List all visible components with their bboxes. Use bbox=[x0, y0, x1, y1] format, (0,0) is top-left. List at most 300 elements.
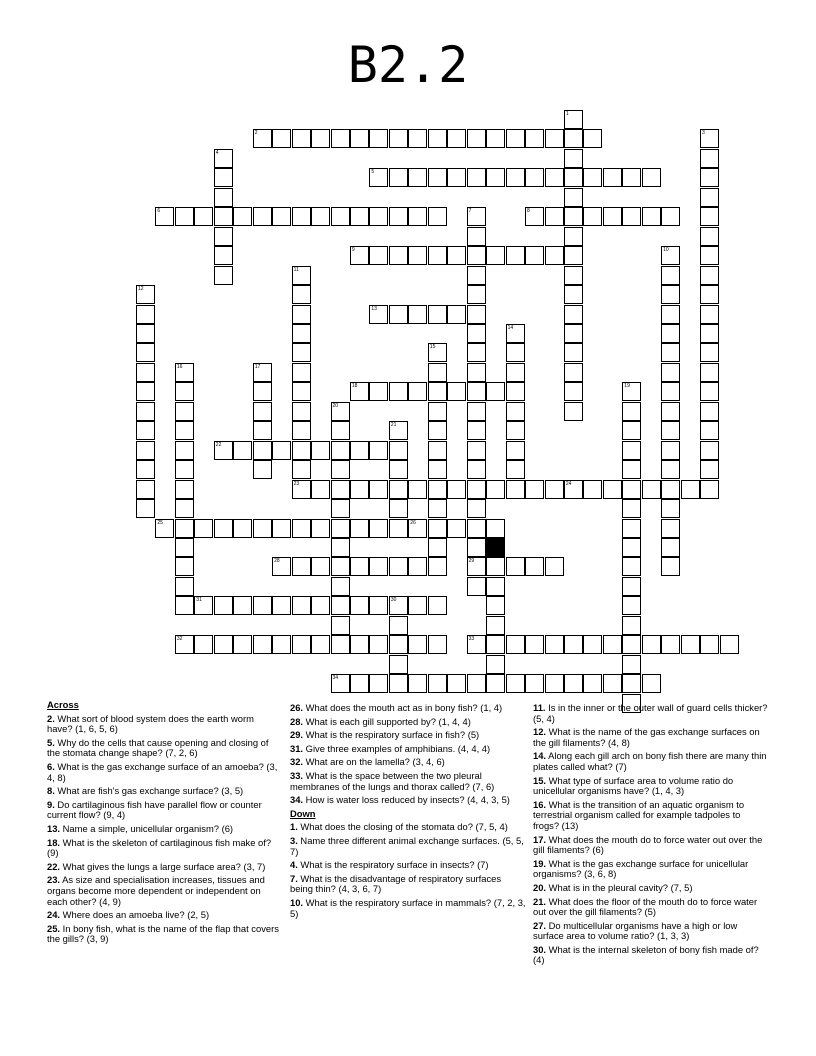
grid-cell[interactable] bbox=[350, 596, 369, 615]
grid-cell[interactable] bbox=[292, 285, 311, 304]
grid-cell[interactable] bbox=[253, 421, 272, 440]
grid-cell[interactable] bbox=[467, 460, 486, 479]
grid-cell[interactable] bbox=[622, 382, 641, 401]
grid-cell[interactable] bbox=[214, 149, 233, 168]
grid-cell[interactable] bbox=[506, 246, 525, 265]
grid-cell[interactable] bbox=[661, 519, 680, 538]
grid-cell[interactable] bbox=[603, 168, 622, 187]
grid-cell[interactable] bbox=[428, 363, 447, 382]
grid-cell[interactable] bbox=[331, 460, 350, 479]
grid-cell[interactable] bbox=[272, 596, 291, 615]
grid-cell[interactable] bbox=[564, 266, 583, 285]
grid-cell[interactable] bbox=[622, 207, 641, 226]
grid-cell[interactable] bbox=[331, 538, 350, 557]
grid-cell[interactable] bbox=[408, 246, 427, 265]
grid-cell[interactable] bbox=[311, 557, 330, 576]
grid-cell[interactable] bbox=[292, 207, 311, 226]
grid-cell[interactable] bbox=[389, 674, 408, 693]
grid-cell[interactable] bbox=[292, 441, 311, 460]
grid-cell[interactable] bbox=[331, 674, 350, 693]
grid-cell[interactable] bbox=[292, 635, 311, 654]
grid-cell[interactable] bbox=[564, 168, 583, 187]
grid-cell[interactable] bbox=[272, 207, 291, 226]
grid-cell[interactable] bbox=[389, 499, 408, 518]
grid-cell[interactable] bbox=[408, 129, 427, 148]
grid-cell[interactable] bbox=[331, 129, 350, 148]
grid-cell[interactable] bbox=[408, 635, 427, 654]
grid-cell[interactable] bbox=[175, 382, 194, 401]
grid-cell[interactable] bbox=[525, 168, 544, 187]
grid-cell[interactable] bbox=[389, 616, 408, 635]
grid-cell[interactable] bbox=[564, 635, 583, 654]
grid-cell[interactable] bbox=[408, 207, 427, 226]
grid-cell[interactable] bbox=[272, 129, 291, 148]
grid-cell[interactable] bbox=[467, 480, 486, 499]
grid-cell[interactable] bbox=[175, 402, 194, 421]
grid-cell[interactable] bbox=[720, 635, 739, 654]
grid-cell[interactable] bbox=[486, 382, 505, 401]
grid-cell[interactable] bbox=[467, 421, 486, 440]
grid-cell[interactable] bbox=[622, 635, 641, 654]
grid-cell[interactable] bbox=[564, 246, 583, 265]
grid-cell[interactable] bbox=[408, 168, 427, 187]
grid-cell[interactable] bbox=[564, 285, 583, 304]
grid-cell[interactable] bbox=[350, 207, 369, 226]
grid-cell[interactable] bbox=[253, 596, 272, 615]
grid-cell[interactable] bbox=[350, 635, 369, 654]
grid-cell[interactable] bbox=[564, 188, 583, 207]
grid-cell[interactable] bbox=[428, 305, 447, 324]
grid-cell[interactable] bbox=[175, 207, 194, 226]
grid-cell[interactable] bbox=[136, 460, 155, 479]
grid-cell[interactable] bbox=[622, 538, 641, 557]
grid-cell[interactable] bbox=[389, 655, 408, 674]
grid-cell[interactable] bbox=[467, 674, 486, 693]
grid-cell[interactable] bbox=[467, 305, 486, 324]
grid-cell[interactable] bbox=[408, 596, 427, 615]
grid-cell[interactable] bbox=[292, 305, 311, 324]
grid-cell[interactable] bbox=[564, 305, 583, 324]
grid-cell[interactable] bbox=[583, 168, 602, 187]
grid-cell[interactable] bbox=[331, 519, 350, 538]
grid-cell[interactable] bbox=[389, 305, 408, 324]
grid-cell[interactable] bbox=[506, 421, 525, 440]
grid-cell[interactable] bbox=[292, 460, 311, 479]
grid-cell[interactable] bbox=[175, 557, 194, 576]
grid-cell[interactable] bbox=[525, 635, 544, 654]
grid-cell[interactable] bbox=[369, 635, 388, 654]
grid-cell[interactable] bbox=[467, 577, 486, 596]
grid-cell[interactable] bbox=[622, 616, 641, 635]
grid-cell[interactable] bbox=[369, 480, 388, 499]
grid-cell[interactable] bbox=[311, 129, 330, 148]
grid-cell[interactable] bbox=[506, 402, 525, 421]
grid-cell[interactable] bbox=[428, 382, 447, 401]
grid-cell[interactable] bbox=[292, 402, 311, 421]
grid-cell[interactable] bbox=[233, 519, 252, 538]
grid-cell[interactable] bbox=[700, 285, 719, 304]
grid-cell[interactable] bbox=[467, 635, 486, 654]
grid-cell[interactable] bbox=[292, 343, 311, 362]
grid-cell[interactable] bbox=[447, 305, 466, 324]
grid-cell[interactable] bbox=[622, 519, 641, 538]
grid-cell[interactable] bbox=[661, 305, 680, 324]
grid-cell[interactable] bbox=[350, 674, 369, 693]
grid-cell[interactable] bbox=[467, 129, 486, 148]
grid-cell[interactable] bbox=[428, 557, 447, 576]
grid-cell[interactable] bbox=[506, 363, 525, 382]
grid-cell[interactable] bbox=[292, 480, 311, 499]
grid-cell[interactable] bbox=[700, 305, 719, 324]
grid-cell[interactable] bbox=[622, 655, 641, 674]
grid-cell[interactable] bbox=[486, 655, 505, 674]
grid-cell[interactable] bbox=[506, 635, 525, 654]
grid-cell[interactable] bbox=[564, 674, 583, 693]
grid-cell[interactable] bbox=[564, 227, 583, 246]
grid-cell[interactable] bbox=[447, 382, 466, 401]
grid-cell[interactable] bbox=[214, 635, 233, 654]
grid-cell[interactable] bbox=[525, 557, 544, 576]
grid-cell[interactable] bbox=[253, 402, 272, 421]
grid-cell[interactable] bbox=[253, 207, 272, 226]
grid-cell[interactable] bbox=[389, 635, 408, 654]
grid-cell[interactable] bbox=[428, 129, 447, 148]
grid-cell[interactable] bbox=[700, 266, 719, 285]
grid-cell[interactable] bbox=[253, 635, 272, 654]
grid-cell[interactable] bbox=[603, 635, 622, 654]
grid-cell[interactable] bbox=[700, 343, 719, 362]
grid-cell[interactable] bbox=[506, 441, 525, 460]
grid-cell[interactable] bbox=[350, 382, 369, 401]
grid-cell[interactable] bbox=[136, 421, 155, 440]
grid-cell[interactable] bbox=[233, 441, 252, 460]
grid-cell[interactable] bbox=[155, 207, 174, 226]
grid-cell[interactable] bbox=[700, 635, 719, 654]
grid-cell[interactable] bbox=[428, 674, 447, 693]
grid-cell[interactable] bbox=[428, 538, 447, 557]
grid-cell[interactable] bbox=[467, 246, 486, 265]
grid-cell[interactable] bbox=[428, 207, 447, 226]
grid-cell[interactable] bbox=[642, 480, 661, 499]
grid-cell[interactable] bbox=[272, 557, 291, 576]
grid-cell[interactable] bbox=[369, 382, 388, 401]
grid-cell[interactable] bbox=[486, 557, 505, 576]
grid-cell[interactable] bbox=[214, 227, 233, 246]
grid-cell[interactable] bbox=[642, 635, 661, 654]
grid-cell[interactable] bbox=[136, 324, 155, 343]
grid-cell[interactable] bbox=[428, 499, 447, 518]
grid-cell[interactable] bbox=[525, 246, 544, 265]
grid-cell[interactable] bbox=[467, 382, 486, 401]
grid-cell[interactable] bbox=[506, 460, 525, 479]
grid-cell[interactable] bbox=[486, 168, 505, 187]
grid-cell[interactable] bbox=[233, 596, 252, 615]
grid-cell[interactable] bbox=[564, 207, 583, 226]
grid-cell[interactable] bbox=[369, 168, 388, 187]
grid-cell[interactable] bbox=[467, 441, 486, 460]
grid-cell[interactable] bbox=[331, 480, 350, 499]
grid-cell[interactable] bbox=[428, 402, 447, 421]
grid-cell[interactable] bbox=[136, 402, 155, 421]
grid-cell[interactable] bbox=[603, 480, 622, 499]
grid-cell[interactable] bbox=[194, 207, 213, 226]
grid-cell[interactable] bbox=[369, 207, 388, 226]
grid-cell[interactable] bbox=[175, 421, 194, 440]
grid-cell[interactable] bbox=[486, 596, 505, 615]
grid-cell[interactable] bbox=[506, 480, 525, 499]
grid-cell[interactable] bbox=[233, 635, 252, 654]
grid-cell[interactable] bbox=[136, 343, 155, 362]
grid-cell[interactable] bbox=[700, 149, 719, 168]
grid-cell[interactable] bbox=[642, 168, 661, 187]
grid-cell[interactable] bbox=[194, 519, 213, 538]
grid-cell[interactable] bbox=[622, 480, 641, 499]
grid-cell[interactable] bbox=[311, 519, 330, 538]
grid-cell[interactable] bbox=[350, 480, 369, 499]
grid-cell[interactable] bbox=[194, 596, 213, 615]
grid-cell[interactable] bbox=[369, 305, 388, 324]
grid-cell[interactable] bbox=[525, 129, 544, 148]
grid-cell[interactable] bbox=[661, 635, 680, 654]
grid-cell[interactable] bbox=[661, 499, 680, 518]
grid-cell[interactable] bbox=[545, 674, 564, 693]
grid-cell[interactable] bbox=[350, 557, 369, 576]
grid-cell[interactable] bbox=[700, 188, 719, 207]
grid-cell[interactable] bbox=[214, 519, 233, 538]
grid-cell[interactable] bbox=[467, 499, 486, 518]
grid-cell[interactable] bbox=[389, 480, 408, 499]
grid-cell[interactable] bbox=[486, 129, 505, 148]
grid-cell[interactable] bbox=[408, 674, 427, 693]
grid-cell[interactable] bbox=[545, 246, 564, 265]
grid-cell[interactable] bbox=[136, 480, 155, 499]
grid-cell[interactable] bbox=[175, 460, 194, 479]
grid-cell[interactable] bbox=[331, 441, 350, 460]
grid-cell[interactable] bbox=[369, 441, 388, 460]
grid-cell[interactable] bbox=[622, 168, 641, 187]
grid-cell[interactable] bbox=[233, 207, 252, 226]
grid-cell[interactable] bbox=[447, 480, 466, 499]
grid-cell[interactable] bbox=[292, 266, 311, 285]
grid-cell[interactable] bbox=[700, 480, 719, 499]
grid-cell[interactable] bbox=[603, 674, 622, 693]
grid-cell[interactable] bbox=[408, 305, 427, 324]
grid-cell[interactable] bbox=[583, 207, 602, 226]
grid-cell[interactable] bbox=[214, 188, 233, 207]
grid-cell[interactable] bbox=[622, 499, 641, 518]
grid-cell[interactable] bbox=[389, 168, 408, 187]
grid-cell[interactable] bbox=[408, 480, 427, 499]
grid-cell[interactable] bbox=[389, 441, 408, 460]
grid-cell[interactable] bbox=[272, 635, 291, 654]
grid-cell[interactable] bbox=[311, 441, 330, 460]
grid-cell[interactable] bbox=[214, 207, 233, 226]
grid-cell[interactable] bbox=[428, 168, 447, 187]
grid-cell[interactable] bbox=[661, 538, 680, 557]
grid-cell[interactable] bbox=[661, 343, 680, 362]
grid-cell[interactable] bbox=[175, 480, 194, 499]
grid-cell[interactable] bbox=[622, 421, 641, 440]
grid-cell[interactable] bbox=[253, 382, 272, 401]
grid-cell[interactable] bbox=[622, 596, 641, 615]
grid-cell[interactable] bbox=[389, 246, 408, 265]
grid-cell[interactable] bbox=[292, 382, 311, 401]
grid-cell[interactable] bbox=[331, 616, 350, 635]
grid-cell[interactable] bbox=[700, 382, 719, 401]
grid-cell[interactable] bbox=[175, 441, 194, 460]
grid-cell[interactable] bbox=[661, 402, 680, 421]
grid-cell[interactable] bbox=[681, 480, 700, 499]
grid-cell[interactable] bbox=[428, 246, 447, 265]
grid-cell[interactable] bbox=[389, 129, 408, 148]
grid-cell[interactable] bbox=[428, 635, 447, 654]
grid-cell[interactable] bbox=[253, 460, 272, 479]
grid-cell[interactable] bbox=[389, 460, 408, 479]
grid-cell[interactable] bbox=[428, 519, 447, 538]
grid-cell[interactable] bbox=[661, 441, 680, 460]
grid-cell[interactable] bbox=[661, 460, 680, 479]
grid-cell[interactable] bbox=[369, 596, 388, 615]
grid-cell[interactable] bbox=[194, 635, 213, 654]
grid-cell[interactable] bbox=[389, 207, 408, 226]
grid-cell[interactable] bbox=[583, 480, 602, 499]
grid-cell[interactable] bbox=[525, 480, 544, 499]
grid-cell[interactable] bbox=[369, 519, 388, 538]
grid-cell[interactable] bbox=[506, 324, 525, 343]
grid-cell[interactable] bbox=[661, 246, 680, 265]
grid-cell[interactable] bbox=[564, 324, 583, 343]
grid-cell[interactable] bbox=[545, 129, 564, 148]
grid-cell[interactable] bbox=[545, 557, 564, 576]
grid-cell[interactable] bbox=[622, 441, 641, 460]
grid-cell[interactable] bbox=[175, 635, 194, 654]
grid-cell[interactable] bbox=[661, 382, 680, 401]
grid-cell[interactable] bbox=[545, 168, 564, 187]
grid-cell[interactable] bbox=[506, 557, 525, 576]
grid-cell[interactable] bbox=[214, 596, 233, 615]
grid-cell[interactable] bbox=[369, 557, 388, 576]
grid-cell[interactable] bbox=[428, 480, 447, 499]
grid-cell[interactable] bbox=[389, 596, 408, 615]
grid-cell[interactable] bbox=[272, 441, 291, 460]
grid-cell[interactable] bbox=[545, 480, 564, 499]
grid-cell[interactable] bbox=[700, 441, 719, 460]
grid-cell[interactable] bbox=[700, 460, 719, 479]
grid-cell[interactable] bbox=[389, 519, 408, 538]
grid-cell[interactable] bbox=[622, 674, 641, 693]
grid-cell[interactable] bbox=[545, 635, 564, 654]
grid-cell[interactable] bbox=[447, 168, 466, 187]
grid-cell[interactable] bbox=[506, 168, 525, 187]
grid-cell[interactable] bbox=[389, 382, 408, 401]
grid-cell[interactable] bbox=[136, 285, 155, 304]
grid-cell[interactable] bbox=[155, 519, 174, 538]
grid-cell[interactable] bbox=[350, 246, 369, 265]
grid-cell[interactable] bbox=[583, 129, 602, 148]
grid-cell[interactable] bbox=[428, 596, 447, 615]
grid-cell[interactable] bbox=[622, 557, 641, 576]
grid-cell[interactable] bbox=[408, 519, 427, 538]
grid-cell[interactable] bbox=[175, 596, 194, 615]
grid-cell[interactable] bbox=[467, 519, 486, 538]
grid-cell[interactable] bbox=[292, 519, 311, 538]
grid-cell[interactable] bbox=[331, 577, 350, 596]
grid-cell[interactable] bbox=[331, 421, 350, 440]
grid-cell[interactable] bbox=[467, 538, 486, 557]
grid-cell[interactable] bbox=[350, 129, 369, 148]
grid-cell[interactable] bbox=[428, 343, 447, 362]
grid-cell[interactable] bbox=[447, 129, 466, 148]
grid-cell[interactable] bbox=[700, 227, 719, 246]
grid-cell[interactable] bbox=[486, 616, 505, 635]
grid-cell[interactable] bbox=[564, 149, 583, 168]
grid-cell[interactable] bbox=[467, 363, 486, 382]
grid-cell[interactable] bbox=[525, 207, 544, 226]
grid-cell[interactable] bbox=[253, 129, 272, 148]
grid-cell[interactable] bbox=[369, 129, 388, 148]
grid-cell[interactable] bbox=[369, 246, 388, 265]
grid-cell[interactable] bbox=[331, 635, 350, 654]
grid-cell[interactable] bbox=[311, 207, 330, 226]
grid-cell[interactable] bbox=[506, 382, 525, 401]
grid-cell[interactable] bbox=[564, 110, 583, 129]
grid-cell[interactable] bbox=[175, 363, 194, 382]
grid-cell[interactable] bbox=[506, 674, 525, 693]
grid-cell[interactable] bbox=[253, 441, 272, 460]
grid-cell[interactable] bbox=[214, 441, 233, 460]
grid-cell[interactable] bbox=[292, 129, 311, 148]
grid-cell[interactable] bbox=[700, 207, 719, 226]
grid-cell[interactable] bbox=[506, 343, 525, 362]
grid-cell[interactable] bbox=[661, 363, 680, 382]
grid-cell[interactable] bbox=[331, 207, 350, 226]
grid-cell[interactable] bbox=[700, 129, 719, 148]
grid-cell[interactable] bbox=[622, 402, 641, 421]
grid-cell[interactable] bbox=[486, 577, 505, 596]
grid-cell[interactable] bbox=[331, 596, 350, 615]
grid-cell[interactable] bbox=[564, 343, 583, 362]
grid-cell[interactable] bbox=[564, 129, 583, 148]
grid-cell[interactable] bbox=[545, 207, 564, 226]
grid-cell[interactable] bbox=[447, 246, 466, 265]
grid-cell[interactable] bbox=[175, 538, 194, 557]
grid-cell[interactable] bbox=[311, 635, 330, 654]
grid-cell[interactable] bbox=[136, 499, 155, 518]
grid-cell[interactable] bbox=[136, 363, 155, 382]
grid-cell[interactable] bbox=[350, 441, 369, 460]
grid-cell[interactable] bbox=[428, 460, 447, 479]
grid-cell[interactable] bbox=[564, 363, 583, 382]
grid-cell[interactable] bbox=[214, 266, 233, 285]
grid-cell[interactable] bbox=[292, 324, 311, 343]
grid-cell[interactable] bbox=[642, 207, 661, 226]
grid-cell[interactable] bbox=[564, 382, 583, 401]
grid-cell[interactable] bbox=[700, 246, 719, 265]
grid-cell[interactable] bbox=[622, 577, 641, 596]
grid-cell[interactable] bbox=[661, 266, 680, 285]
grid-cell[interactable] bbox=[331, 402, 350, 421]
grid-cell[interactable] bbox=[700, 402, 719, 421]
grid-cell[interactable] bbox=[175, 499, 194, 518]
grid-cell[interactable] bbox=[603, 207, 622, 226]
grid-cell[interactable] bbox=[564, 402, 583, 421]
grid-cell[interactable] bbox=[331, 499, 350, 518]
grid-cell[interactable] bbox=[292, 596, 311, 615]
grid-cell[interactable] bbox=[428, 441, 447, 460]
grid-cell[interactable] bbox=[447, 674, 466, 693]
grid-cell[interactable] bbox=[467, 227, 486, 246]
grid-cell[interactable] bbox=[408, 557, 427, 576]
